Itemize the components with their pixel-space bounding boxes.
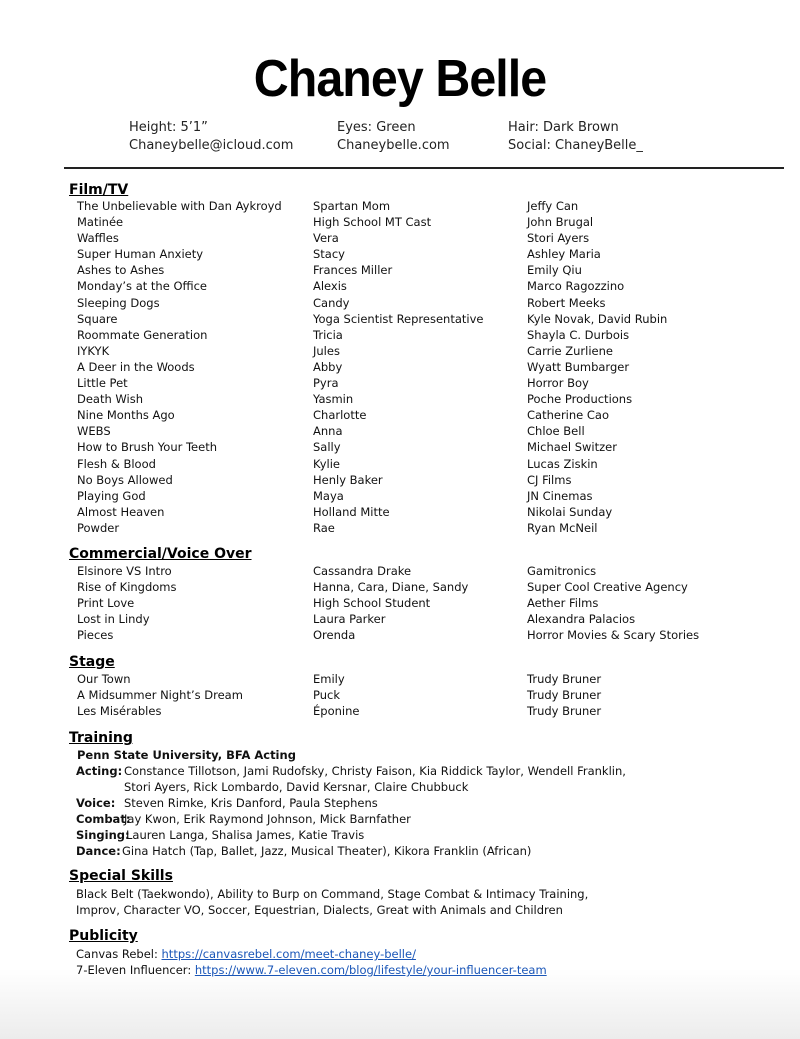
film-tv-director: CJ Films <box>527 472 572 487</box>
stage-director: Trudy Bruner <box>527 688 602 703</box>
film-tv-title: Square <box>77 311 118 326</box>
film-tv-role: Maya <box>313 488 344 503</box>
film-tv-titles <box>77 198 282 536</box>
film-tv-title: Roommate Generation <box>77 327 208 342</box>
stage-title: Our Town <box>77 672 131 686</box>
film-tv-title: Waffles <box>77 231 119 246</box>
commercial-role: High School Student <box>313 596 431 611</box>
film-tv-title: Monday’s at the Office <box>77 279 208 294</box>
film-tv-director: Ashley Maria <box>527 247 601 262</box>
film-tv-role: Frances Miller <box>313 263 393 278</box>
section-publicity-heading: Publicity <box>69 928 138 944</box>
training-acting-label: Acting: <box>76 764 123 778</box>
film-tv-director: Kyle Novak, David Rubin <box>527 311 668 326</box>
film-tv-title: Super Human Anxiety <box>77 247 204 262</box>
page-bottom-shadow <box>0 969 800 1039</box>
film-tv-director: Nikolai Sunday <box>527 504 613 519</box>
film-tv-title: IYKYK <box>77 343 110 358</box>
film-tv-title: Almost Heaven <box>77 504 165 519</box>
film-tv-role: Anna <box>313 424 343 439</box>
section-skills-heading: Special Skills <box>69 868 173 884</box>
film-tv-director: Wyatt Bumbarger <box>527 359 630 374</box>
film-tv-role: Charlotte <box>313 408 367 423</box>
film-tv-title: Death Wish <box>77 392 144 407</box>
film-tv-director: Catherine Cao <box>527 408 610 423</box>
commercial-title: Print Love <box>77 596 135 611</box>
stage-role: Puck <box>313 688 341 703</box>
section-training-heading: Training <box>69 730 133 746</box>
commercial-client: Aether Films <box>527 596 599 611</box>
film-tv-director: Ryan McNeil <box>527 520 598 535</box>
film-tv-title: Matinée <box>77 215 124 230</box>
skills-line-1: Black Belt (Taekwondo), Ability to Burp on Command, Stage Combat & Intimacy Training, <box>76 887 589 901</box>
film-tv-title: Powder <box>77 520 120 535</box>
film-tv-role: Spartan Mom <box>313 199 391 213</box>
film-tv-title: Sleeping Dogs <box>77 295 160 310</box>
stage-title: Les Misérables <box>77 704 162 719</box>
film-tv-role: Kylie <box>313 456 340 471</box>
info-hair: Hair: Dark Brown <box>508 120 619 135</box>
film-tv-roles <box>313 198 483 536</box>
film-tv-title: Nine Months Ago <box>77 408 175 423</box>
stage-role: Emily <box>313 672 345 686</box>
stage-role: Éponine <box>313 704 360 719</box>
film-tv-director: Chloe Bell <box>527 424 585 439</box>
stage-director: Trudy Bruner <box>527 672 602 686</box>
training-dance-label: Dance: <box>76 844 121 858</box>
section-commercial-heading: Commercial/Voice Over <box>69 546 252 562</box>
film-tv-role: Alexis <box>313 279 347 294</box>
info-height: Height: 5’1” <box>129 120 208 135</box>
stage-directors <box>527 671 601 719</box>
training-acting-line-2: Stori Ayers, Rick Lombardo, David Kersnar, Claire Chubbuck <box>124 780 469 794</box>
commercial-title: Pieces <box>77 628 114 643</box>
film-tv-director: Jeffy Can <box>527 199 579 213</box>
commercial-client: Gamitronics <box>527 564 597 578</box>
skills-line-2: Improv, Character VO, Soccer, Equestrian, Dialects, Great with Animals and Children <box>76 903 563 917</box>
film-tv-title: Little Pet <box>77 376 128 391</box>
info-social: Social: ChaneyBelle_ <box>508 138 643 153</box>
info-eyes: Eyes: Green <box>337 120 416 135</box>
film-tv-director: Horror Boy <box>527 376 589 391</box>
commercial-roles <box>313 563 468 643</box>
film-tv-title: How to Brush Your Teeth <box>77 440 218 455</box>
training-singing-label: Singing: <box>76 828 130 842</box>
film-tv-role: Yasmin <box>313 392 354 407</box>
commercial-role: Orenda <box>313 628 356 643</box>
film-tv-directors <box>527 198 667 536</box>
film-tv-role: Tricia <box>313 327 343 342</box>
film-tv-role: Candy <box>313 295 350 310</box>
publicity-seven-row <box>76 962 547 978</box>
film-tv-director: JN Cinemas <box>527 488 593 503</box>
film-tv-role: Abby <box>313 359 343 374</box>
training-school: Penn State University, BFA Acting <box>77 748 296 762</box>
seven-eleven-link[interactable]: https://www.7-eleven.com/blog/lifestyle/your-influencer-team <box>194 963 547 977</box>
film-tv-title: WEBS <box>77 424 111 439</box>
training-singing: Lauren Langa, Shalisa James, Katie Travis <box>126 828 365 842</box>
publicity-seven-label: 7-Eleven Influencer: <box>76 963 192 977</box>
publicity-canvas-row <box>76 946 416 962</box>
film-tv-director: Michael Switzer <box>527 440 617 455</box>
publicity-canvas-label: Canvas Rebel: <box>76 947 158 961</box>
resume-name: Chaney Belle <box>253 50 547 108</box>
film-tv-title: Playing God <box>77 488 146 503</box>
film-tv-role: Sally <box>313 440 341 455</box>
film-tv-title: No Boys Allowed <box>77 472 173 487</box>
stage-title: A Midsummer Night’s Dream <box>77 688 243 703</box>
training-acting-line-1: Constance Tillotson, Jami Rudofsky, Christy Faison, Kia Riddick Taylor, Wendell Franklin, <box>124 764 626 778</box>
film-tv-director: Shayla C. Durbois <box>527 327 630 342</box>
stage-roles <box>313 671 359 719</box>
commercial-client: Horror Movies & Scary Stories <box>527 628 700 643</box>
canvas-rebel-link[interactable]: https://canvasrebel.com/meet-chaney-belle/ <box>161 947 416 961</box>
film-tv-director: Marco Ragozzino <box>527 279 625 294</box>
training-dance: Gina Hatch (Tap, Ballet, Jazz, Musical Theater), Kikora Franklin (African) <box>122 844 532 858</box>
film-tv-title: Ashes to Ashes <box>77 263 165 278</box>
commercial-clients <box>527 563 699 643</box>
info-website: Chaneybelle.com <box>337 138 450 153</box>
film-tv-role: High School MT Cast <box>313 215 432 230</box>
film-tv-director: Robert Meeks <box>527 295 606 310</box>
stage-director: Trudy Bruner <box>527 704 602 719</box>
commercial-client: Alexandra Palacios <box>527 612 636 627</box>
film-tv-role: Yoga Scientist Representative <box>313 311 484 326</box>
training-combat-label: Combat: <box>76 812 131 826</box>
commercial-role: Cassandra Drake <box>313 564 412 578</box>
header-divider <box>64 167 784 169</box>
film-tv-role: Vera <box>313 231 339 246</box>
info-email: Chaneybelle@icloud.com <box>129 138 294 153</box>
film-tv-title: A Deer in the Woods <box>77 359 195 374</box>
commercial-title: Rise of Kingdoms <box>77 580 177 595</box>
commercial-client: Super Cool Creative Agency <box>527 580 688 595</box>
film-tv-director: Emily Qiu <box>527 263 582 278</box>
film-tv-director: Stori Ayers <box>527 231 590 246</box>
film-tv-role: Jules <box>313 343 340 358</box>
film-tv-title: The Unbelievable with Dan Aykroyd <box>77 199 282 213</box>
stage-titles <box>77 671 243 719</box>
commercial-role: Laura Parker <box>313 612 386 627</box>
film-tv-role: Pyra <box>313 376 339 391</box>
film-tv-role: Stacy <box>313 247 345 262</box>
commercial-role: Hanna, Cara, Diane, Sandy <box>313 580 469 595</box>
film-tv-role: Holland Mitte <box>313 504 390 519</box>
training-voice-label: Voice: <box>76 796 116 810</box>
training-combat: Jay Kwon, Erik Raymond Johnson, Mick Barnfather <box>124 812 411 826</box>
section-stage-heading: Stage <box>69 654 115 670</box>
film-tv-director: Lucas Ziskin <box>527 456 598 471</box>
film-tv-title: Flesh & Blood <box>77 456 156 471</box>
film-tv-director: John Brugal <box>527 215 594 230</box>
commercial-titles <box>77 563 177 643</box>
commercial-title: Lost in Lindy <box>77 612 150 627</box>
film-tv-role: Rae <box>313 520 335 535</box>
section-film-tv-heading: Film/TV <box>69 182 129 198</box>
film-tv-director: Carrie Zurliene <box>527 343 613 358</box>
film-tv-director: Poche Productions <box>527 392 633 407</box>
commercial-title: Elsinore VS Intro <box>77 564 172 578</box>
training-voice: Steven Rimke, Kris Danford, Paula Stephens <box>124 796 378 810</box>
film-tv-role: Henly Baker <box>313 472 383 487</box>
